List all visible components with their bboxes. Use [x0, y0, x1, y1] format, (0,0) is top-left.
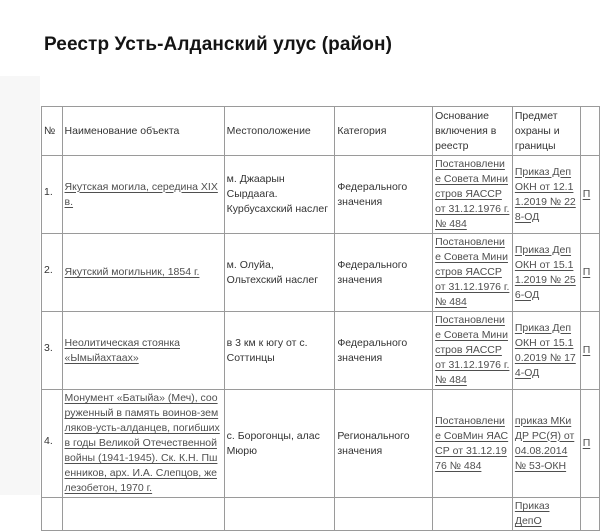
column-header-name: Наименование объекта — [62, 107, 224, 156]
location-cell — [224, 498, 335, 531]
table-row — [42, 312, 600, 390]
object-name-cell — [62, 498, 224, 531]
extra-cell — [580, 390, 599, 498]
subject-link[interactable]: Приказ ДепО — [514, 500, 550, 527]
column-header-location: Местоположение — [224, 107, 335, 156]
basis-link[interactable]: Постановление Совета Министров ЯАССР от 31.12.1976 г. № 484 — [435, 314, 510, 386]
subject-link[interactable]: Приказ ДепОКН от 15.11.2019 № 256-ОД — [514, 243, 576, 301]
object-name-link[interactable]: Якутский могильник, 1854 г. — [64, 266, 200, 278]
subject-cell — [512, 234, 580, 312]
content-area — [40, 76, 600, 527]
row-number: 1. — [44, 186, 53, 198]
table-row — [42, 390, 600, 498]
category-cell: Федерального значения — [335, 234, 433, 312]
row-number-cell — [42, 234, 63, 312]
object-name-cell — [62, 234, 224, 312]
object-name-link[interactable]: Неолитическая стоянка «Ымыйахтаах» — [64, 336, 180, 364]
category-cell — [335, 498, 433, 531]
basis-cell — [433, 390, 513, 498]
category-cell: Регионального значения — [335, 390, 433, 498]
category-cell: Федерального значения — [335, 312, 433, 390]
row-number: 3. — [44, 342, 53, 354]
column-header-number: № — [42, 107, 63, 156]
column-header-extra — [580, 107, 599, 156]
extra-cell — [580, 234, 599, 312]
extra-cell — [580, 498, 599, 531]
row-number-cell — [42, 498, 63, 531]
basis-link[interactable]: Постановление Совета Министров ЯАССР от 31.12.1976 г. № 484 — [435, 236, 510, 308]
page-header — [0, 0, 600, 76]
row-number-cell — [42, 156, 63, 234]
page-title: Реестр Усть-Алданский улус (район) — [44, 34, 393, 55]
column-header-category: Категория — [335, 107, 433, 156]
basis-link[interactable]: Постановление Совета Министров ЯАССР от 31.12.1976 г. № 484 — [435, 158, 510, 230]
basis-cell — [433, 312, 513, 390]
location-cell: с. Борогонцы, алас Мюрю — [224, 390, 335, 498]
object-name-cell — [62, 312, 224, 390]
extra-link[interactable]: П — [582, 266, 591, 278]
extra-cell — [580, 156, 599, 234]
table-row — [42, 156, 600, 234]
table-header-row — [42, 107, 600, 156]
table-row — [42, 234, 600, 312]
subject-cell — [512, 156, 580, 234]
subject-cell — [512, 390, 580, 498]
basis-link[interactable]: Постановление СовМин ЯАССР от 31.12.1976 № 484 — [435, 414, 509, 472]
subject-cell — [512, 498, 580, 531]
row-number-cell — [42, 390, 63, 498]
extra-cell — [580, 312, 599, 390]
location-cell: в 3 км к югу от с. Соттинцы — [224, 312, 335, 390]
extra-link[interactable]: П — [582, 344, 591, 356]
extra-link[interactable]: П — [582, 188, 591, 200]
basis-cell — [433, 498, 513, 531]
table-row — [42, 498, 600, 531]
subject-link[interactable]: Приказ ДепОКН от 12.11.2019 № 228-ОД — [514, 165, 576, 223]
basis-cell — [433, 234, 513, 312]
object-name-link[interactable]: Монумент «Батыйа» (Меч), сооруженный в память воинов-земляков-усть-алданцев, погибших в годы Великой Отечественной войны (1941-1945). Ск. К.Н. Пшенников, арх. И.А. Слепцов, железобетон, 1970 г. — [64, 392, 220, 494]
row-number: 4. — [44, 435, 53, 447]
object-name-cell — [62, 156, 224, 234]
column-header-subject: Предмет охраны и границы — [512, 107, 580, 156]
registry-table — [41, 106, 600, 531]
location-cell: м. Джаарын Сырдаага. Курбусахский наслег — [224, 156, 335, 234]
row-number-cell — [42, 312, 63, 390]
basis-cell — [433, 156, 513, 234]
extra-link[interactable]: П — [582, 437, 591, 449]
row-number: 2. — [44, 264, 53, 276]
object-name-cell — [62, 390, 224, 498]
subject-link[interactable]: Приказ ДепОКН от 15.10.2019 № 174-ОД — [514, 321, 576, 379]
column-header-basis: Основание включения в реестр — [433, 107, 513, 156]
category-cell: Федерального значения — [335, 156, 433, 234]
location-cell: м. Олуйа, Ольтехский наслег — [224, 234, 335, 312]
subject-cell — [512, 312, 580, 390]
object-name-link[interactable]: Якутская могила, середина XIX в. — [64, 180, 218, 208]
subject-link[interactable]: приказ МКиДР РС(Я) от 04.08.2014 № 53-ОКН — [514, 414, 575, 472]
